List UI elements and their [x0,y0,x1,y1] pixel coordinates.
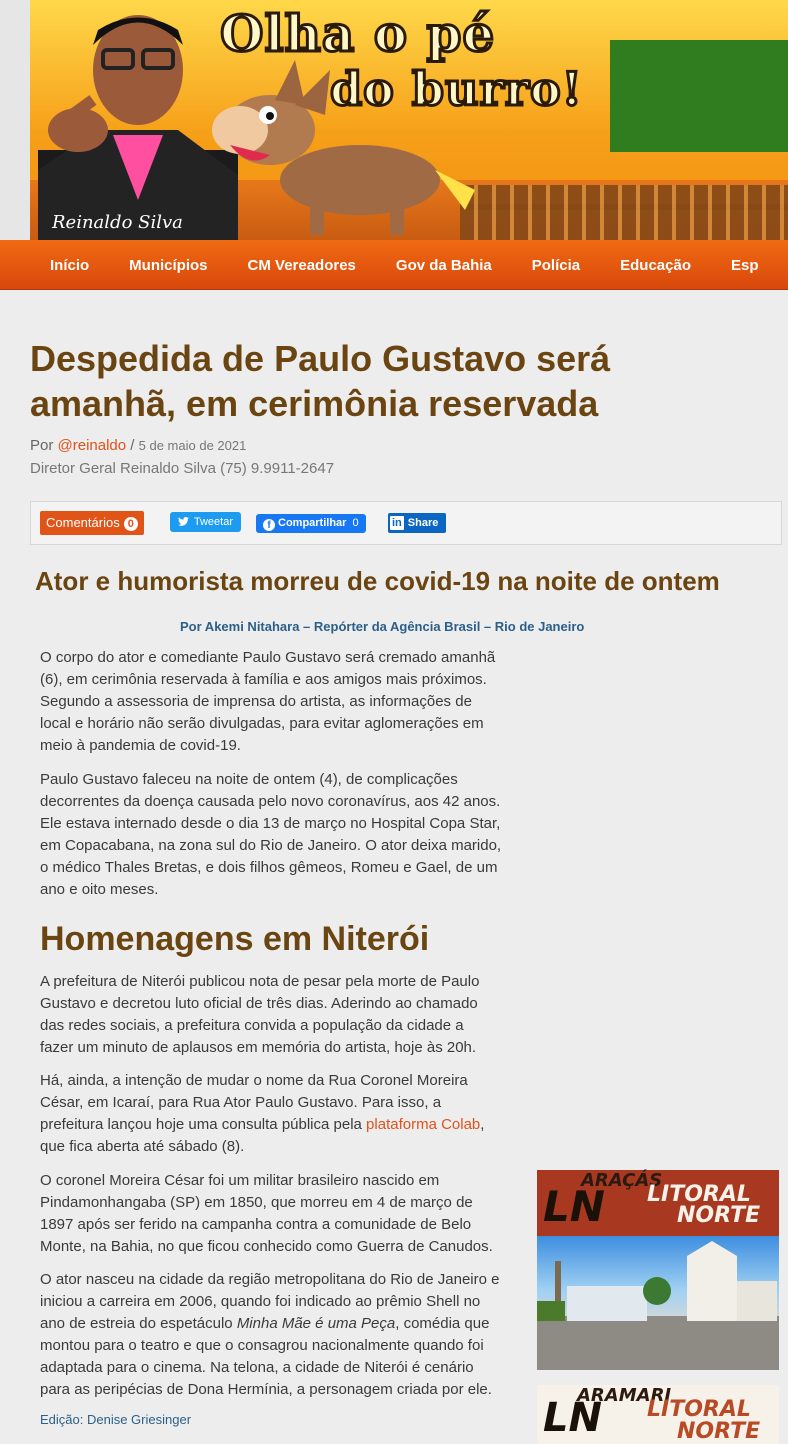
ad-brand-line1: LITORAL [647,1397,751,1422]
paragraph-line: (6), em cerimônia reservada à família e aos amigos mais próximos. [40,671,487,688]
byline-separator: / [130,437,135,454]
ad-logo-mark: LN [543,1182,605,1231]
paragraph-line: meio à pandemia de covid-19. [40,737,241,754]
ad-brand-line1: LITORAL [647,1182,751,1207]
nav-item-esp[interactable]: Esp [731,256,759,274]
colab-platform-link[interactable]: plataforma Colab [366,1116,481,1133]
edition-credit: Edição: Denise Griesinger [40,1412,192,1427]
banner-green-ad[interactable] [610,40,788,152]
paragraph-text: ano de estreia do espetáculo [40,1315,237,1332]
author-link[interactable]: @reinaldo [57,437,127,454]
author-contact: Diretor Geral Reinaldo Silva (75) 9.9911-2647 [30,460,335,477]
paragraph-line: local e horário não serão divulgadas, para evitar aglomerações em [40,715,484,732]
paragraph-line: Paulo Gustavo faleceu na noite de ontem (4), de complicações [40,771,458,788]
ad-aramari-litoral-norte[interactable] [537,1385,779,1444]
paragraph-line: Monte, na Bahia, no que ficou conhecido como Guerra de Canudos. [40,1238,493,1255]
main-nav [0,240,788,290]
paragraph-line: para as peripécias de Dona Hermínia, a personagem criada por ele. [40,1381,492,1398]
nav-item-educacao[interactable]: Educação [620,256,691,274]
facebook-share-button[interactable] [256,514,366,533]
ad-brand-line2: NORTE [677,1203,761,1228]
facebook-share-count: 0 [352,517,359,529]
paragraph-line: Há, ainda, a intenção de mudar o nome da Rua Coronel Moreira [40,1072,468,1089]
paragraph-line: Pindamonhangaba (SP) em 1850, que morreu em 4 de março de [40,1194,473,1211]
nav-item-inicio[interactable]: Início [50,256,90,274]
paragraph-line: em Copacabana, na zona sul do Rio de Janeiro. O ator deixa marido, [40,837,502,854]
paragraph-line: fazer um minuto de aplausos em memória do artista, hoje às 20h. [40,1039,477,1056]
paragraph-line: montou para o teatro e que o consagrou nacionalmente quando foi [40,1337,484,1354]
ad-town-name: ARAMARI [577,1385,672,1406]
paragraph-line: que fica aberta até sábado (8). [40,1138,245,1155]
facebook-icon: f [263,519,275,531]
paragraph-line [40,1114,484,1136]
paragraph-line: adaptada para o cinema. Na telona, a cidade de Niterói é cenário [40,1359,474,1376]
comments-label: Comentários [46,515,120,530]
banner-title-line1: Olha o pé [220,4,496,63]
paragraph-line: O ator nasceu na cidade da região metropolitana do Rio de Janeiro e [40,1271,500,1288]
paragraph-2 [40,769,501,901]
paragraph-text: , [480,1116,485,1133]
paragraph-line: o médico Thales Bretas, e dois filhos gêmeos, Romeu e Gael, de um [40,859,498,876]
comments-button[interactable] [40,511,144,535]
article-byline [30,437,246,454]
nav-item-municipios[interactable]: Municípios [129,256,208,274]
linkedin-share-label: Share [407,517,439,529]
nav-item-cm-vereadores[interactable]: CM Vereadores [247,256,356,274]
section-heading: Homenagens em Niterói [40,920,430,958]
paragraph-line: iniciou a carreira em 2006, quando foi indicado ao prêmio Shell no [40,1293,481,1310]
article-date: 5 de maio de 2021 [138,438,247,453]
paragraph-text: , comédia que [395,1315,490,1332]
banner-fence [460,185,788,240]
paragraph-line: das redes sociais, a prefeitura convida a população da cidade a [40,1017,464,1034]
paragraph-6 [40,1269,499,1401]
linkedin-icon: in [392,517,402,529]
play-title: Minha Mãe é uma Peça [236,1315,396,1332]
ad-brand-line2: NORTE [677,1419,761,1444]
paragraph-4 [40,1070,484,1158]
paragraph-1 [40,647,495,757]
paragraph-line: César, em Icaraí, para Rua Ator Paulo Gustavo. Para isso, a [40,1094,442,1111]
paragraph-text: prefeitura lançou hoje uma consulta pública pela [40,1116,367,1133]
ad-town-photo [537,1236,779,1370]
facebook-share-label: Compartilhar [278,517,347,529]
paragraph-line: O corpo do ator e comediante Paulo Gustavo será cremado amanhã [40,649,496,666]
banner-title-line2: do burro! [330,62,583,116]
ad-town-name: ARAÇÁS [581,1170,663,1191]
article-credit: Por Akemi Nitahara – Repórter da Agência Brasil – Rio de Janeiro [180,619,585,634]
paragraph-line: A prefeitura de Niterói publicou nota de pesar pela morte de Paulo [40,973,480,990]
paragraph-line: Ele estava internado desde o dia 13 de março no Hospital Copa Star, [40,815,501,832]
article-title: Despedida de Paulo Gustavo será amanhã, em cerimônia reservada [30,338,611,424]
paragraph-line: 1897 após ser ferido na campanha contra a comunidade de Belo [40,1216,472,1233]
town-square-image [537,1236,779,1370]
paragraph-line: decorrentes da doença causada pelo novo coronavírus, aos 42 anos. [40,793,501,810]
nav-item-gov-da-bahia[interactable]: Gov da Bahia [395,256,492,274]
paragraph-line [40,1313,499,1335]
paragraph-5 [40,1170,493,1258]
ad-logo-mark: LN [543,1395,602,1441]
paragraph-line: O coronel Moreira César foi um militar brasileiro nascido em [40,1172,440,1189]
by-prefix: Por [30,437,54,454]
nav-item-policia[interactable]: Polícia [531,256,581,274]
paragraph-line: Segundo a assessoria de imprensa do artista, as informações de [40,693,472,710]
twitter-bird-icon [178,517,189,526]
banner-signature: Reinaldo Silva [52,212,183,233]
ad-aracas-litoral-norte[interactable] [537,1170,779,1370]
linkedin-share-button[interactable] [388,513,446,533]
left-gutter [0,0,30,240]
comments-count-badge: 0 [124,517,138,531]
site-banner[interactable] [30,0,788,240]
share-bar [30,501,782,545]
tweet-label: Tweetar [193,516,233,528]
article-subtitle: Ator e humorista morreu de covid-19 na noite de ontem [35,566,720,596]
paragraph-3 [40,971,479,1059]
paragraph-line: Gustavo e decretou luto oficial de três dias. Aderindo ao chamado [40,995,478,1012]
paragraph-line: ano e oito meses. [40,881,159,898]
tweet-button[interactable] [170,512,241,532]
